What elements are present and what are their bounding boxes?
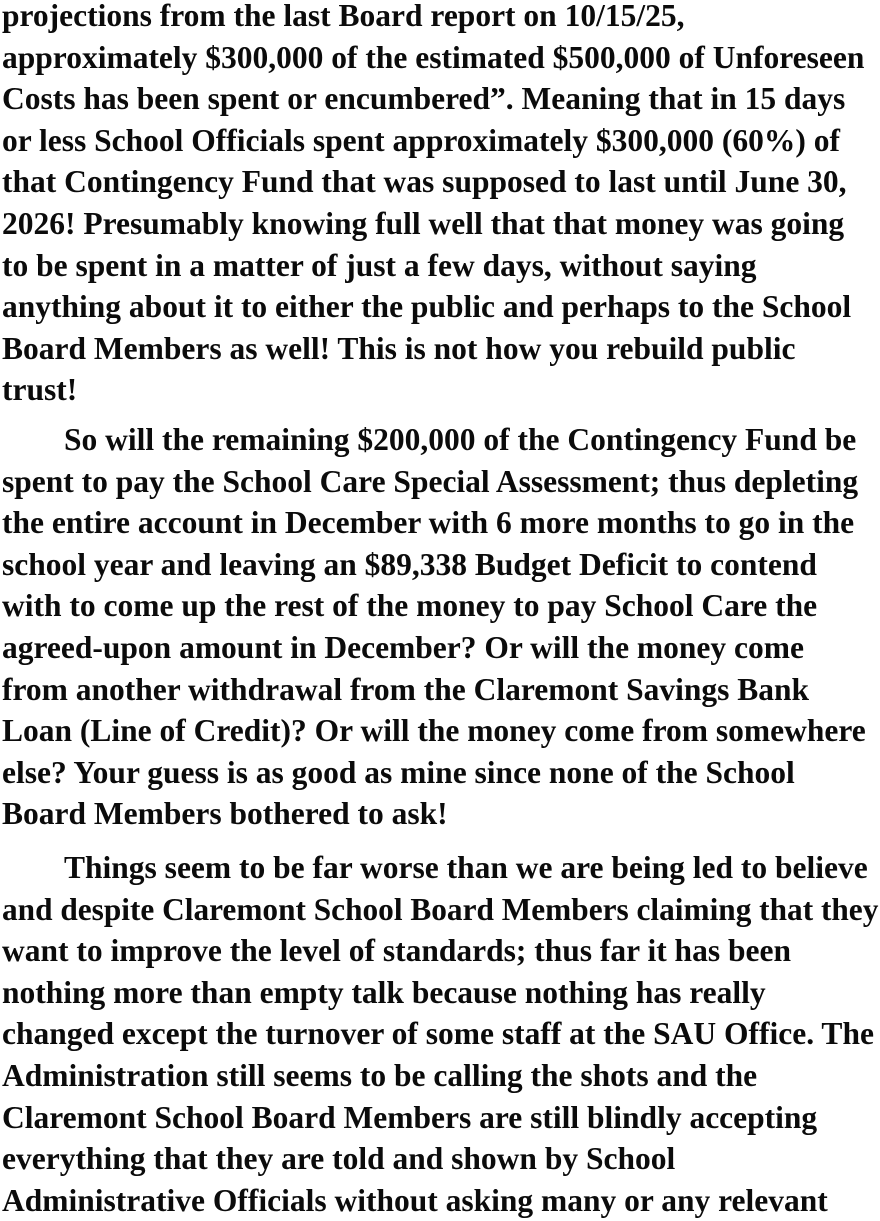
text-line: Claremont School Board Members are still blindly accepting xyxy=(2,1099,818,1135)
text-line: projections from the last Board report on 10/15/25, xyxy=(2,0,685,33)
paragraph-remaining-contingency xyxy=(0,419,866,835)
text-line: or less School Officials spent approximately $300,000 (60%) of xyxy=(2,122,840,158)
text-line: with to come up the rest of the money to pay School Care the xyxy=(2,588,818,624)
text-line: Board Members as well! This is not how you rebuild public xyxy=(2,330,796,366)
text-line: Administration still seems to be calling the shots and the xyxy=(2,1057,758,1093)
text-line: that Contingency Fund that was supposed to last until June 30, xyxy=(2,164,847,200)
text-line: from another withdrawal from the Claremont Savings Bank xyxy=(2,671,810,707)
text-line: to be spent in a matter of just a few days, without saying xyxy=(2,247,757,283)
text-line: and despite Claremont School Board Members claiming that they xyxy=(2,891,879,927)
text-line: agreed-upon amount in December? Or will the money come xyxy=(2,629,804,665)
text-line: Things seem to be far worse than we are being led to believe xyxy=(64,850,868,885)
text-line: school year and leaving an $89,338 Budget Deficit to contend xyxy=(2,546,817,582)
paragraph-contingency-fund-spending xyxy=(0,0,864,411)
paragraph-worse-than-believed xyxy=(0,847,880,1221)
text-line: Board Members bothered to ask! xyxy=(2,796,448,832)
text-line: want to improve the level of standards; thus far it has been xyxy=(2,933,791,969)
text-line: approximately $300,000 of the estimated $500,000 of Unforeseen xyxy=(2,39,865,75)
text-line: else? Your guess is as good as mine since none of the School xyxy=(2,754,795,790)
text-line: nothing more than empty talk because nothing has really xyxy=(2,974,766,1010)
text-line: So will the remaining $200,000 of the Contingency Fund be xyxy=(64,422,857,457)
text-line: spent to pay the School Care Special Assessment; thus depleting xyxy=(2,463,859,499)
text-line: Costs has been spent or encumbered”. Meaning that in 15 days xyxy=(2,81,846,117)
text-line: anything about it to either the public and perhaps to the School xyxy=(2,289,852,325)
text-line: everything that they are told and shown by School xyxy=(2,1141,676,1177)
text-line: 2026! Presumably knowing full well that that money was going xyxy=(2,205,845,241)
text-line: Loan (Line of Credit)? Or will the money come from somewhere xyxy=(2,713,866,749)
text-line: changed except the turnover of some staff at the SAU Office. The xyxy=(2,1016,874,1052)
text-line: the entire account in December with 6 more months to go in the xyxy=(2,505,855,541)
text-line: Administrative Officials without asking many or any relevant xyxy=(2,1182,828,1218)
text-line: trust! xyxy=(2,372,78,408)
